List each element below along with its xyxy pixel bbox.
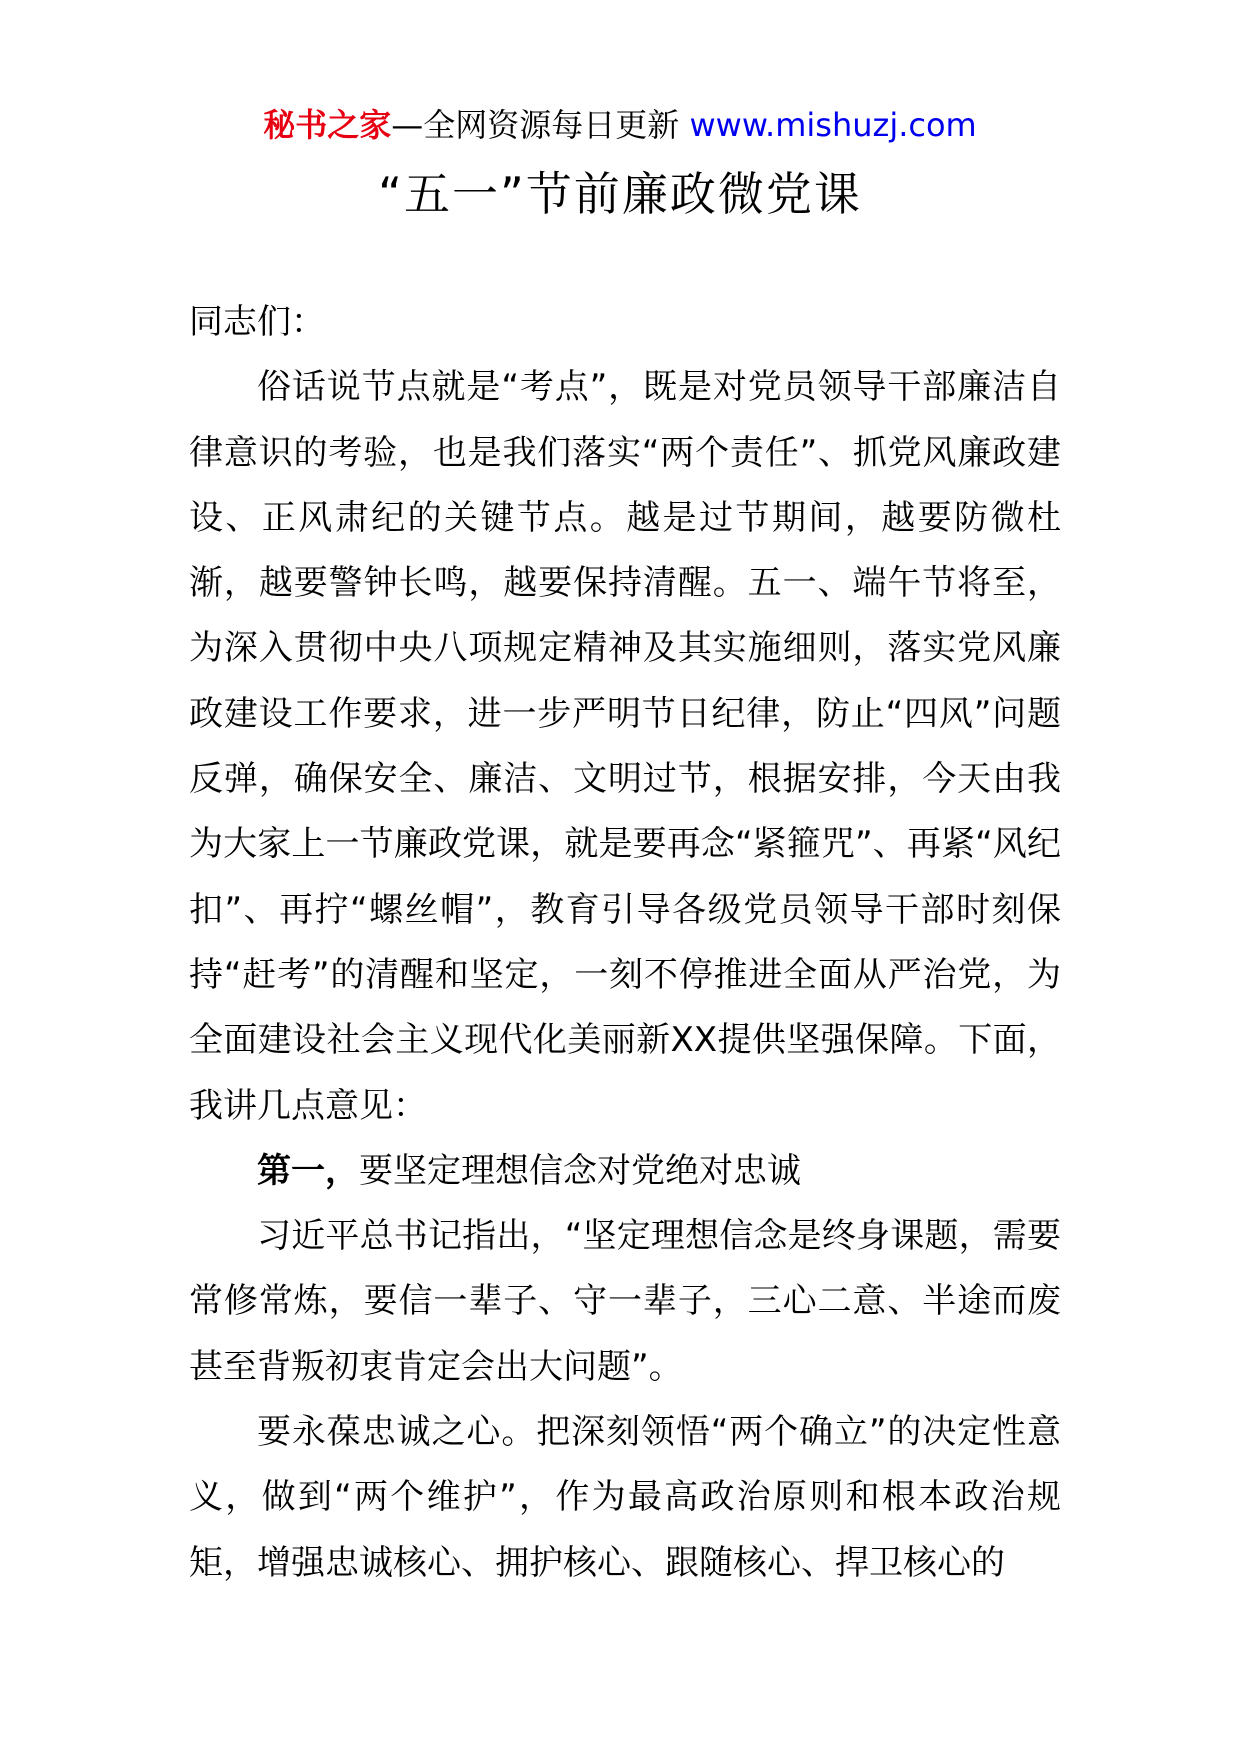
site-header-banner (0, 100, 1240, 150)
site-brand: 秘书之家 (263, 106, 392, 144)
site-url-link[interactable]: www.mishuzj.com (689, 106, 977, 144)
paragraph-quote: 习近平总书记指出，“坚定理想信念是终身课题，需要常修常炼，要信一辈子、守一辈子，三心二意、半途而废甚至背叛初衷肯定会出大问题”。 (189, 1216, 1061, 1387)
section-heading-title: 要坚定理想信念对党绝对忠诚 (359, 1150, 801, 1191)
section-heading-1 (189, 1139, 1061, 1204)
paragraph-loyalty: 要永葆忠诚之心。把深刻领悟“两个确立”的决定性意义，做到“两个维护”，作为最高政治原则和根本政治规矩，增强忠诚核心、拥护核心、跟随核心、捍卫核心的 (189, 1412, 1061, 1583)
section-heading-prefix: 第一， (257, 1150, 359, 1191)
site-tagline: —全网资源每日更新 (391, 106, 680, 144)
salutation: 同志们： (189, 302, 325, 342)
paragraph-intro: 俗话说节点就是“考点”，既是对党员领导干部廉洁自律意识的考验，也是我们落实“两个责任”、抓党风廉政建设、正风肃纪的关键节点。越是过节期间，越要防微杜渐，越要警钟长鸣，越要保持清醒。五一、端午节将至，为深入贯彻中央八项规定精神及其实施细则，落实党风廉政建设工作要求，进一步严明节日纪律，防止“四风”问题反弹，确保安全、廉洁、文明过节，根据安排，今天由我为大家上一节廉政党课，就是要再念“紧箍咒”、再紧“风纪扣”、再拧“螺丝帽”，教育引导各级党员领导干部时刻保持“赶考”的清醒和坚定，一刻不停推进全面从严治党，为全面建设社会主义现代化美丽新XX提供坚强保障。下面，我讲几点意见： (189, 367, 1061, 1126)
document-body (189, 290, 1061, 1596)
document-title: “五一”节前廉政微党课 (378, 167, 862, 221)
